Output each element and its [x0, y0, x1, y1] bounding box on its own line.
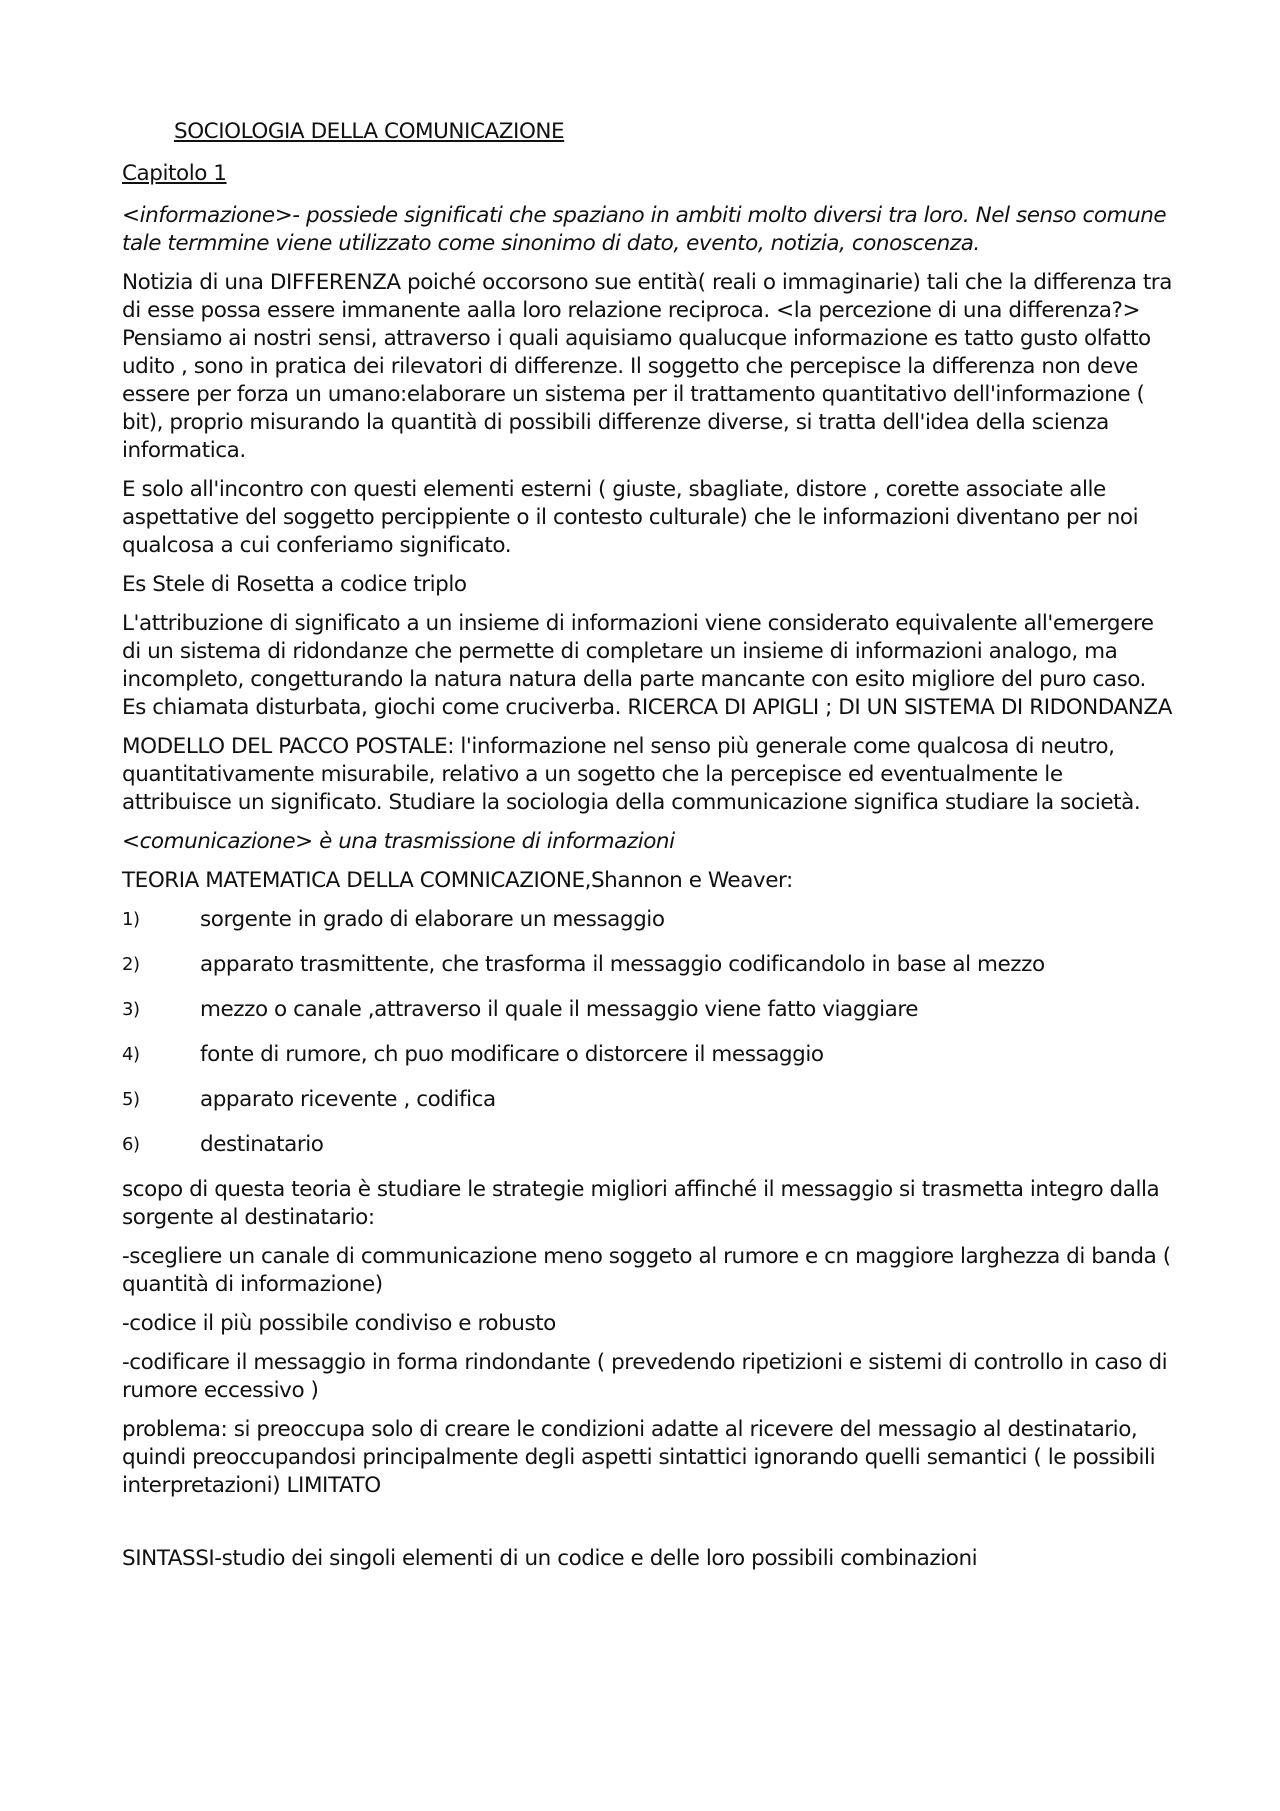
list-number: 6) — [122, 1134, 140, 1155]
paragraph-scopo: scopo di questa teoria è studiare le strategie migliori affinché il messaggio si trasmetta integro dalla sorgente al destinatario: — [122, 1177, 1160, 1230]
list-number: 2) — [122, 954, 140, 975]
list-number: 3) — [122, 999, 140, 1020]
list-item — [122, 951, 1172, 979]
list-text: fonte di rumore, ch puo modificare o distorcere il messaggio — [200, 1042, 824, 1067]
list-number: 4) — [122, 1044, 140, 1065]
paragraph-differenza: Notizia di una DIFFERENZA poiché occorsono sue entità( reali o immaginarie) tali che la differenza tra di esse possa essere immanente aalla loro relazione reciproca. <la percezione di una differenza?> Pensiamo ai nostri sensi, attraverso i quali aquisiamo qualucque informazione es tatto gusto olfatto udito , sono in pratica dei rilevatori di differenze. Il soggetto che percepisce la differenza non deve essere per forza un umano:elaborare un sistema per il trattamento quantitativo dell'informazione ( bit), proprio misurando la quantità di possibili differenze diverse, si tratta dell'idea della scienza informatica. — [122, 270, 1172, 463]
paragraph-comunicazione: <comunicazione> è una trasmissione di informazioni — [122, 829, 675, 854]
paragraph-sintassi: SINTASSI-studio dei singoli elementi di un codice e delle loro possibili combinazioni — [122, 1546, 978, 1571]
chapter-heading: Capitolo 1 — [122, 161, 227, 186]
paragraph-codice: -codice il più possibile condiviso e robusto — [122, 1311, 556, 1336]
list-item — [122, 1131, 1172, 1159]
paragraph-stele-rosetta: Es Stele di Rosetta a codice triplo — [122, 572, 467, 597]
list-text: apparato ricevente , codifica — [200, 1087, 496, 1112]
list-item — [122, 1086, 1172, 1114]
list-number: 1) — [122, 909, 140, 930]
paragraph-modello-pacco-postale: MODELLO DEL PACCO POSTALE: l'informazione nel senso più generale come qualcosa di neutro, quantitativamente misurabile, relativo a un sogetto che la percepisce ed eventualmente le attribuisce un significato. Studiare la sociologia della communicazione significa studiare la società. — [122, 734, 1141, 815]
document-title: SOCIOLOGIA DELLA COMUNICAZIONE — [174, 119, 565, 144]
paragraph-problema: problema: si preoccupa solo di creare le condizioni adatte al ricevere del messagio al destinatario, quindi preoccupandosi principalmente degli aspetti sintattici ignorando quelli semantici ( le possibili interpretazioni) LIMITATO — [122, 1417, 1156, 1498]
document-page — [122, 118, 1172, 1584]
numbered-list — [122, 906, 1172, 1159]
list-text: sorgente in grado di elaborare un messaggio — [200, 907, 665, 932]
paragraph-scegliere-canale: -scegliere un canale di communicazione meno soggeto al rumore e cn maggiore larghezza di banda ( quantità di informazione) — [122, 1244, 1171, 1297]
paragraph-informazione: <informazione>- possiede significati che spaziano in ambiti molto diversi tra loro. Nel senso comune tale termmine viene utilizzato come sinonimo di dato, evento, notizia, conoscenza. — [122, 203, 1167, 256]
list-item — [122, 906, 1172, 934]
paragraph-teoria-matematica: TEORIA MATEMATICA DELLA COMNICAZIONE,Shannon e Weaver: — [122, 868, 793, 893]
list-text: mezzo o canale ,attraverso il quale il messaggio viene fatto viaggiare — [200, 997, 919, 1022]
paragraph-attribuzione: L'attribuzione di significato a un insieme di informazioni viene considerato equivalente all'emergere di un sistema di ridondanze che permette di completare un insieme di informazioni analogo, ma incompleto, congetturando la natura natura della parte mancante con esito migliore del puro caso. Es chiamata disturbata, giochi come cruciverba. RICERCA DI APIGLI ; DI UN SISTEMA DI RIDONDANZA — [122, 611, 1172, 720]
list-item — [122, 1041, 1172, 1069]
paragraph-codificare: -codificare il messaggio in forma rindondante ( prevedendo ripetizioni e sistemi di controllo in caso di rumore eccessivo ) — [122, 1350, 1168, 1403]
paragraph-elementi-esterni: E solo all'incontro con questi elementi esterni ( giuste, sbagliate, distore , corette associate alle aspettative del soggetto percippiente o il contesto culturale) che le informazioni diventano per noi qualcosa a cui conferiamo significato. — [122, 477, 1139, 558]
spacer — [122, 1511, 1172, 1545]
list-text: destinatario — [200, 1132, 324, 1157]
list-number: 5) — [122, 1089, 140, 1110]
list-text: apparato trasmittente, che trasforma il messaggio codificandolo in base al mezzo — [200, 952, 1045, 977]
list-item — [122, 996, 1172, 1024]
